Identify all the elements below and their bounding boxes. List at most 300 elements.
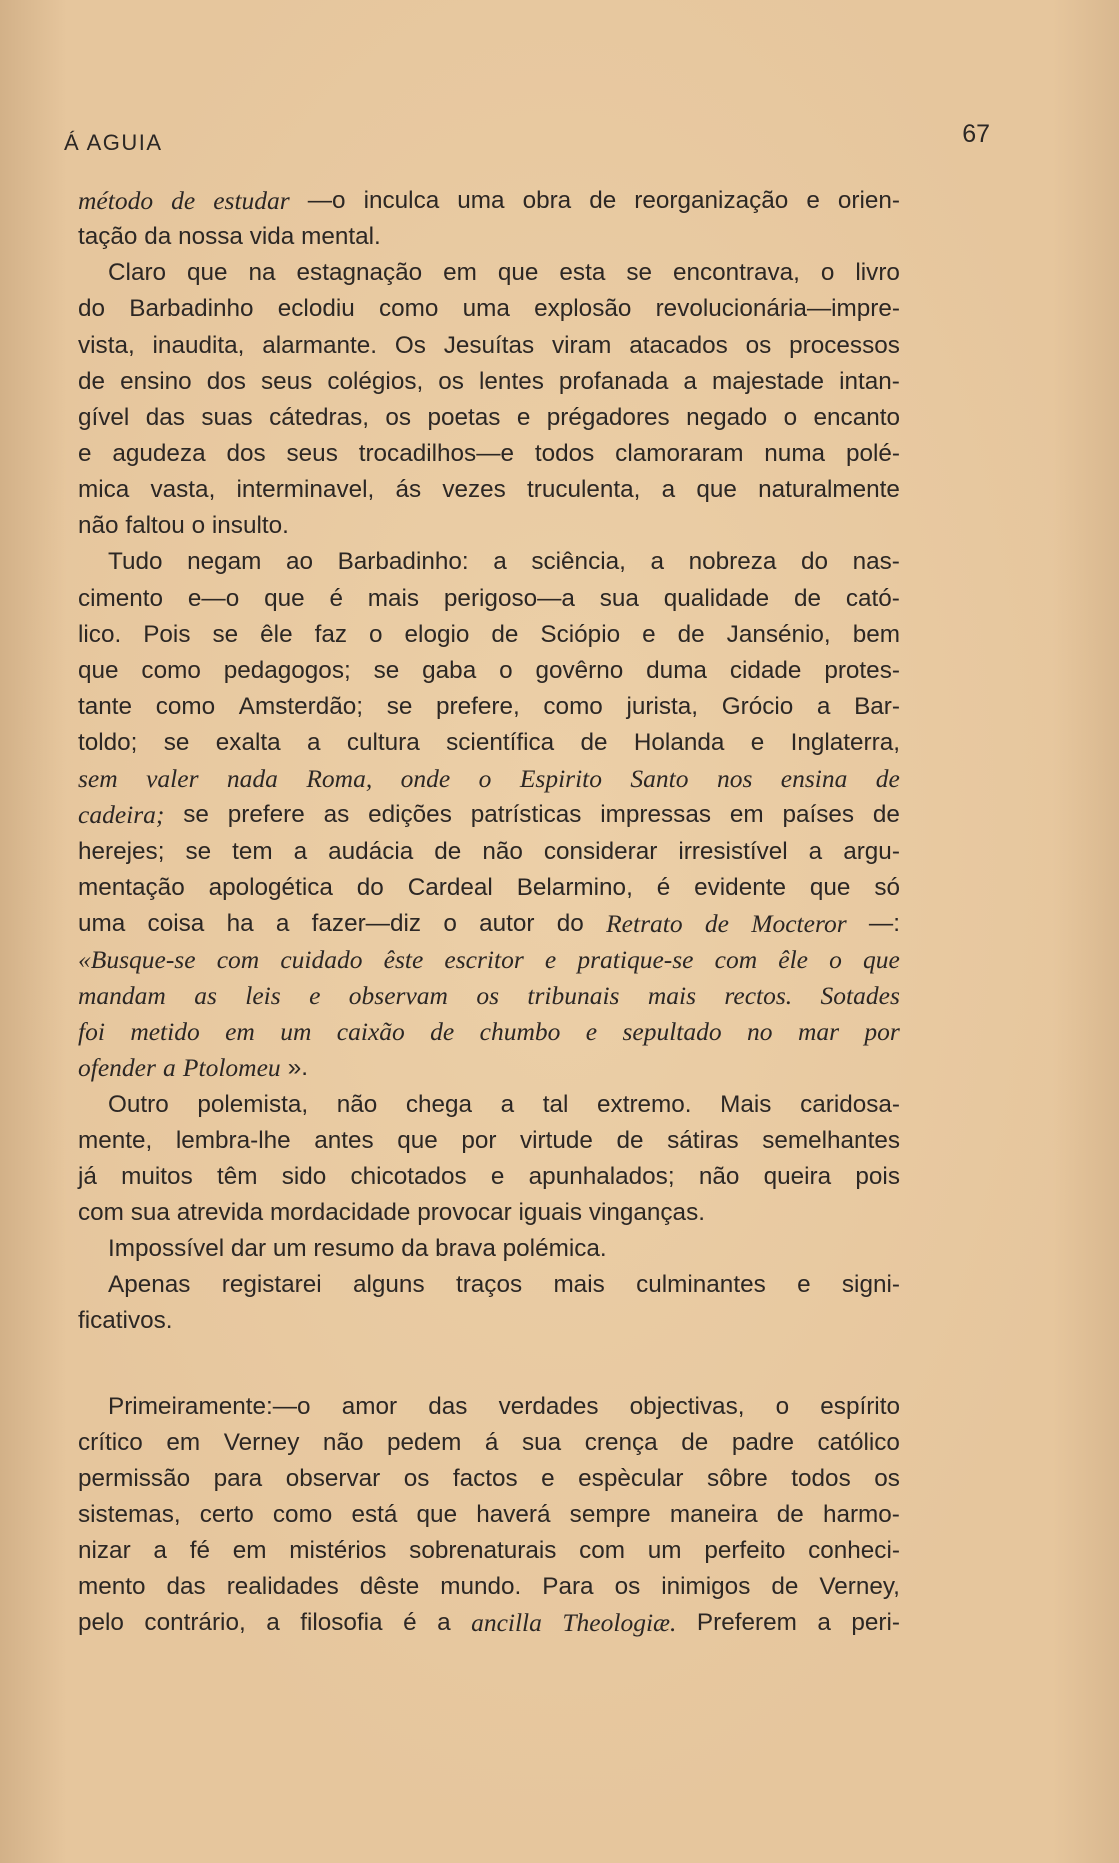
word: a <box>817 1609 831 1637</box>
word: á <box>484 1428 499 1456</box>
italic-word: Sotades <box>820 981 900 1011</box>
word: mordacidade <box>269 1198 411 1226</box>
text-line <box>78 1389 900 1425</box>
word: atrevida <box>176 1198 264 1226</box>
text-line <box>78 942 900 978</box>
word: espècular <box>578 1464 684 1492</box>
word: ». <box>287 1054 309 1082</box>
word: queira <box>763 1162 832 1190</box>
word: não <box>482 837 523 865</box>
word: alarmante. <box>262 331 378 359</box>
word: Claro <box>108 259 167 287</box>
word: sua <box>521 1428 562 1456</box>
word: vezes <box>442 476 506 504</box>
italic-word: a <box>163 1053 176 1083</box>
word: mistérios <box>289 1537 387 1565</box>
word: Impossível <box>108 1235 225 1263</box>
word: a <box>650 548 664 576</box>
word: mais <box>367 584 420 612</box>
word: processos <box>789 331 900 359</box>
word: sciência, <box>531 548 626 576</box>
word: pois <box>855 1162 900 1190</box>
word: mentação <box>78 873 185 901</box>
word: não <box>78 512 119 540</box>
word: considerar <box>543 837 658 865</box>
text-line <box>78 219 900 255</box>
word: só <box>874 873 900 901</box>
text-line <box>78 834 900 870</box>
word: protes- <box>824 656 900 684</box>
text-line <box>78 291 900 327</box>
word: Bar- <box>854 692 900 720</box>
word: inculca <box>363 187 440 214</box>
text-line <box>78 1533 900 1569</box>
word: poetas <box>427 403 501 431</box>
word: gaba <box>422 656 477 684</box>
word: de <box>616 1126 644 1154</box>
italic-word: Ptolomeu <box>182 1053 281 1083</box>
word: das <box>166 1573 206 1601</box>
italic-word: tribunais <box>527 981 620 1011</box>
word: é <box>403 1609 417 1637</box>
word: Para <box>542 1573 594 1601</box>
word: agudeza <box>112 439 206 467</box>
word: signi- <box>841 1271 900 1299</box>
word: lentes <box>479 367 544 395</box>
word: sôbre <box>707 1464 768 1492</box>
word: a <box>816 692 831 720</box>
paragraph-gap <box>78 1340 900 1389</box>
word: ficativos. <box>78 1307 173 1335</box>
text-line <box>78 725 900 761</box>
word: já <box>78 1162 97 1190</box>
text-line <box>78 581 900 617</box>
word: a <box>683 367 697 395</box>
word: o <box>775 1392 790 1420</box>
word: Pois <box>143 620 191 648</box>
word: mento <box>78 1573 146 1601</box>
italic-word: mar <box>797 1017 840 1047</box>
word: gível <box>78 403 130 431</box>
word: nossa <box>178 223 243 251</box>
word: a <box>293 837 308 865</box>
text-line <box>78 978 900 1014</box>
word: que <box>78 656 119 684</box>
word: como <box>378 295 439 323</box>
italic-word: e <box>585 1017 598 1047</box>
word: de <box>78 367 106 395</box>
word: irresistível <box>678 837 788 865</box>
italic-word: observam <box>348 981 448 1011</box>
text-line <box>78 472 900 508</box>
word: orien- <box>837 187 900 214</box>
word: da <box>144 223 172 251</box>
word: perigoso—a <box>443 584 575 612</box>
text-line <box>78 1569 900 1605</box>
italic-word: em <box>225 1017 255 1047</box>
word: em <box>443 259 477 287</box>
word: crença <box>584 1428 658 1456</box>
word: explosão <box>534 295 632 323</box>
word: prégadores <box>546 403 670 431</box>
word: traços <box>455 1271 523 1299</box>
word: e <box>797 1271 811 1299</box>
word: muitos <box>121 1162 193 1190</box>
italic-word: com <box>714 944 758 974</box>
italic-word: e <box>544 944 557 974</box>
word: a <box>493 548 507 576</box>
word: mental. <box>301 223 381 251</box>
italic-word: êle <box>778 944 809 974</box>
word: Jansénio, <box>726 620 831 648</box>
word: uma <box>78 909 126 937</box>
word: alguns <box>353 1271 425 1299</box>
italic-word: de <box>875 764 900 794</box>
word: mica <box>78 476 130 504</box>
word: Os <box>394 331 426 359</box>
text-line <box>78 617 900 653</box>
word: Barbadinho <box>129 295 254 323</box>
word: encontrava, <box>672 259 800 287</box>
italic-word: estudar <box>213 186 290 215</box>
word: a <box>266 1609 280 1637</box>
italic-word: Espirito <box>519 764 602 794</box>
word: o <box>783 403 798 431</box>
word: de <box>589 187 617 214</box>
word: com <box>78 1198 124 1226</box>
italic-word: no <box>747 1017 773 1047</box>
word: conheci- <box>808 1537 900 1565</box>
word: clamoraram <box>615 439 744 467</box>
word: vida <box>249 223 295 251</box>
word: e <box>750 729 765 757</box>
word: tal <box>542 1090 569 1118</box>
word: de <box>580 729 608 757</box>
italic-word: o <box>829 944 842 974</box>
word: cultura <box>346 729 420 757</box>
text-line <box>78 1087 900 1123</box>
word: polemista, <box>197 1090 309 1118</box>
word: patrísticas <box>470 801 582 829</box>
word: semelhantes <box>762 1126 900 1154</box>
italic-word: onde <box>400 764 451 794</box>
word: Belarmino, <box>516 873 633 901</box>
word: todos <box>791 1464 851 1492</box>
word: está <box>351 1500 398 1528</box>
word: nizar <box>78 1537 131 1565</box>
word: os <box>403 1464 430 1492</box>
word: ha <box>226 909 254 937</box>
italic-word: e <box>309 981 321 1011</box>
word: Jesuítas <box>443 331 535 359</box>
word: pedem <box>387 1428 462 1456</box>
word: como <box>155 692 216 720</box>
text-line <box>78 1195 900 1231</box>
word: os <box>614 1573 641 1601</box>
word: espírito <box>820 1392 900 1420</box>
word: toldo; <box>78 729 138 757</box>
word: das <box>428 1392 468 1420</box>
word: obra <box>522 187 572 214</box>
word: govêrno <box>535 656 624 684</box>
word: caridosa- <box>800 1090 900 1118</box>
italic-word: nada <box>226 764 278 794</box>
italic-word: valer <box>146 764 199 794</box>
word: interminavel, <box>236 476 375 504</box>
word: apologética <box>208 873 333 901</box>
word: colégios, <box>327 367 424 395</box>
word: e <box>490 1162 505 1190</box>
word: que <box>809 873 851 901</box>
italic-word: Roma, <box>306 764 373 794</box>
running-title: Á AGUIA <box>64 130 163 155</box>
word: registarei <box>221 1271 322 1299</box>
word: o <box>499 656 513 684</box>
word: Tudo <box>108 548 163 576</box>
word: um <box>647 1537 682 1565</box>
word: os <box>874 1464 900 1492</box>
italic-word: nos <box>716 764 753 794</box>
italic-word: ofender <box>78 1053 156 1083</box>
word: Inglaterra, <box>790 729 900 757</box>
text-line <box>78 1267 900 1303</box>
word: sua <box>599 584 639 612</box>
word: scientífica <box>446 729 555 757</box>
word: haverá <box>476 1500 551 1528</box>
word: e <box>806 187 820 214</box>
word: —o <box>307 187 346 214</box>
word: antes <box>314 1126 374 1154</box>
word: ás <box>395 476 422 504</box>
italic-word: Santo <box>630 764 689 794</box>
word: objectivas, <box>629 1392 745 1420</box>
word: nobreza <box>688 548 777 576</box>
italic-word: cuidado <box>280 944 363 974</box>
word: apunhalados; <box>528 1162 675 1190</box>
word: faltou <box>125 512 185 540</box>
italic-word: os <box>476 981 499 1011</box>
italic-word: ancilla <box>471 1608 542 1638</box>
word: tação <box>78 223 138 251</box>
italic-word: com <box>216 944 260 974</box>
word: se <box>373 656 400 684</box>
text-line <box>78 400 900 436</box>
word: exalta <box>215 729 281 757</box>
word: que <box>187 259 228 287</box>
italic-word: leis <box>245 981 281 1011</box>
word: lico. <box>78 620 122 648</box>
text-line <box>78 255 900 291</box>
word: verdades <box>498 1392 599 1420</box>
word: que <box>264 584 305 612</box>
word: argu- <box>843 837 900 865</box>
italic-word: mandam <box>78 981 166 1011</box>
word: do <box>356 873 384 901</box>
italic-word: de <box>430 1017 455 1047</box>
word: e <box>78 439 92 467</box>
word: dêste <box>359 1573 420 1601</box>
word: autor <box>479 909 535 937</box>
word: pedagogos; <box>223 656 351 684</box>
word: certo <box>199 1500 254 1528</box>
word: Cardeal <box>407 873 493 901</box>
word: lembra-lhe <box>175 1126 291 1154</box>
word: a <box>306 729 321 757</box>
word: tante <box>78 692 133 720</box>
word: esta <box>559 259 606 287</box>
word: resumo <box>313 1235 395 1263</box>
text-line <box>78 870 900 906</box>
word: factos <box>452 1464 518 1492</box>
word: fé <box>189 1537 210 1565</box>
word: Mais <box>720 1090 772 1118</box>
word: perfeito <box>704 1537 786 1565</box>
word: Outro <box>108 1090 169 1118</box>
word: que <box>416 1500 458 1528</box>
word: católico <box>817 1428 900 1456</box>
word: brava <box>435 1235 496 1263</box>
italic-word: rectos. <box>724 981 793 1011</box>
word: seus <box>286 439 338 467</box>
word: duma <box>646 656 707 684</box>
text-line <box>78 1303 900 1339</box>
word: que <box>696 476 737 504</box>
word: dos <box>226 439 266 467</box>
word: majestade <box>711 367 825 395</box>
text-line <box>78 1159 900 1195</box>
word: na <box>248 259 276 287</box>
word: peri- <box>851 1609 900 1637</box>
word: dos <box>206 367 246 395</box>
italic-word: o <box>478 764 492 794</box>
word: o <box>820 259 835 287</box>
word: pelo <box>78 1609 124 1637</box>
word: de <box>491 620 519 648</box>
word: tem <box>232 837 273 865</box>
text-line <box>78 1231 900 1267</box>
word: do <box>78 295 106 323</box>
word: cidade <box>729 656 802 684</box>
word: coisa <box>147 909 205 937</box>
word: é <box>329 584 343 612</box>
word: a <box>661 476 676 504</box>
word: países <box>782 801 855 829</box>
word: em <box>166 1428 201 1456</box>
word: insulto. <box>211 512 289 540</box>
word: não <box>698 1162 740 1190</box>
word: Preferem <box>696 1609 797 1637</box>
word: seus <box>260 367 313 395</box>
word: —: <box>868 909 900 937</box>
word: a <box>275 909 290 937</box>
word: e <box>642 620 656 648</box>
word: como <box>141 656 201 684</box>
word: sistemas, <box>78 1500 181 1528</box>
word: Holanda <box>633 729 725 757</box>
word: numa <box>764 439 826 467</box>
word: sempre <box>569 1500 651 1528</box>
word: prefere <box>227 801 305 829</box>
word: não <box>336 1090 378 1118</box>
italic-word: sem <box>78 764 118 794</box>
italic-word: de <box>171 186 196 215</box>
word: o <box>369 620 383 648</box>
text-line <box>78 1425 900 1461</box>
word: para <box>213 1464 263 1492</box>
word: que <box>497 259 539 287</box>
word: audácia <box>328 837 414 865</box>
word: estagnação <box>296 259 423 287</box>
word: se <box>185 837 212 865</box>
word: negado <box>686 403 768 431</box>
word: a <box>808 837 823 865</box>
word: Apenas <box>108 1271 191 1299</box>
word: Grócio <box>721 692 794 720</box>
word: provocar <box>417 1198 512 1226</box>
word: têm <box>216 1162 258 1190</box>
italic-word: que <box>863 944 900 974</box>
word: faz <box>314 620 348 648</box>
word: de <box>794 584 822 612</box>
word: de <box>872 801 900 829</box>
word: Verney <box>223 1428 300 1456</box>
word: de <box>681 1428 709 1456</box>
italic-word: cadeira; <box>78 800 165 830</box>
word: os <box>385 403 412 431</box>
word: não <box>322 1428 364 1456</box>
word: sua <box>130 1198 170 1226</box>
word: padre <box>731 1428 794 1456</box>
word: extremo. <box>597 1090 692 1118</box>
word: a <box>153 1537 167 1565</box>
body-text <box>78 183 900 1641</box>
word: ensino <box>120 367 192 395</box>
word: de <box>771 1573 799 1601</box>
word: mundo. <box>440 1573 522 1601</box>
word: cátedras, <box>269 403 370 431</box>
word: sátiras <box>667 1126 739 1154</box>
word: e <box>541 1464 555 1492</box>
italic-word: Retrato <box>606 908 683 938</box>
word: intan- <box>839 367 900 395</box>
text-line <box>78 761 900 797</box>
word: do <box>556 909 584 937</box>
text-line <box>78 328 900 364</box>
text-line <box>78 1123 900 1159</box>
word: como <box>272 1500 333 1528</box>
word: das <box>145 403 185 431</box>
word: do <box>800 548 829 576</box>
word: de <box>677 620 705 648</box>
word: em <box>729 801 764 829</box>
word: elogio <box>404 620 470 648</box>
word: que <box>397 1126 438 1154</box>
word: Primeiramente:—o <box>108 1392 311 1420</box>
word: os <box>745 331 772 359</box>
word: evidente <box>694 873 786 901</box>
word: êle <box>260 620 293 648</box>
word: suas <box>201 403 253 431</box>
italic-word: foi <box>78 1017 105 1047</box>
word: em <box>232 1537 267 1565</box>
text-line <box>78 183 900 219</box>
word: a <box>437 1609 451 1637</box>
word: inimigos <box>661 1573 751 1601</box>
word: virtude <box>520 1126 593 1154</box>
italic-word: por <box>864 1017 900 1047</box>
word: impressas <box>600 801 711 829</box>
word: uma <box>457 187 505 214</box>
